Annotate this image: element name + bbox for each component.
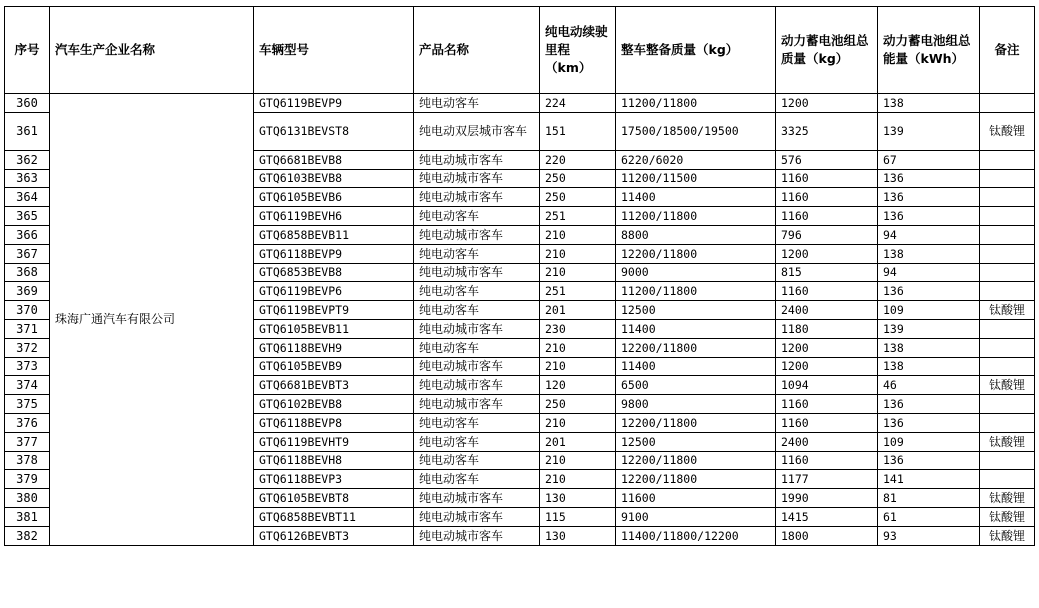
- cell-battery-energy: 136: [878, 413, 980, 432]
- cell-product: 纯电动城市客车: [414, 357, 540, 376]
- cell-mass: 17500/18500/19500: [616, 112, 776, 150]
- table-header-row: [5, 7, 1035, 94]
- cell-battery-mass: 2400: [776, 432, 878, 451]
- cell-model: GTQ6681BEVB8: [254, 150, 414, 169]
- cell-battery-energy: 141: [878, 470, 980, 489]
- cell-seq: 371: [5, 319, 50, 338]
- cell-battery-energy: 136: [878, 395, 980, 414]
- cell-mass: 6220/6020: [616, 150, 776, 169]
- cell-mass: 12500: [616, 432, 776, 451]
- cell-range: 201: [540, 301, 616, 320]
- cell-model: GTQ6102BEVB8: [254, 395, 414, 414]
- cell-battery-mass: 1200: [776, 244, 878, 263]
- cell-mass: 12200/11800: [616, 451, 776, 470]
- cell-range: 210: [540, 263, 616, 282]
- cell-note: [980, 225, 1035, 244]
- cell-company: 珠海广通汽车有限公司: [50, 94, 254, 546]
- cell-seq: 363: [5, 169, 50, 188]
- cell-range: 224: [540, 94, 616, 113]
- cell-seq: 368: [5, 263, 50, 282]
- cell-note: 钛酸锂: [980, 112, 1035, 150]
- cell-note: [980, 207, 1035, 226]
- cell-model: GTQ6103BEVB8: [254, 169, 414, 188]
- cell-note: [980, 282, 1035, 301]
- cell-seq: 362: [5, 150, 50, 169]
- cell-product: 纯电动客车: [414, 301, 540, 320]
- cell-product: 纯电动城市客车: [414, 526, 540, 545]
- cell-seq: 377: [5, 432, 50, 451]
- cell-range: 210: [540, 338, 616, 357]
- cell-seq: 375: [5, 395, 50, 414]
- cell-mass: 9800: [616, 395, 776, 414]
- cell-seq: 364: [5, 188, 50, 207]
- cell-mass: 11400: [616, 319, 776, 338]
- cell-model: GTQ6118BEVP3: [254, 470, 414, 489]
- cell-range: 210: [540, 357, 616, 376]
- cell-product: 纯电动城市客车: [414, 489, 540, 508]
- cell-note: [980, 413, 1035, 432]
- cell-seq: 360: [5, 94, 50, 113]
- cell-mass: 11400: [616, 188, 776, 207]
- cell-battery-mass: 796: [776, 225, 878, 244]
- cell-range: 210: [540, 470, 616, 489]
- cell-battery-mass: 1160: [776, 395, 878, 414]
- cell-seq: 374: [5, 376, 50, 395]
- cell-seq: 373: [5, 357, 50, 376]
- cell-mass: 11600: [616, 489, 776, 508]
- cell-model: GTQ6119BEVP9: [254, 94, 414, 113]
- cell-model: GTQ6119BEVHT9: [254, 432, 414, 451]
- cell-seq: 365: [5, 207, 50, 226]
- cell-mass: 12200/11800: [616, 244, 776, 263]
- cell-note: [980, 338, 1035, 357]
- cell-product: 纯电动客车: [414, 244, 540, 263]
- cell-mass: 11200/11800: [616, 282, 776, 301]
- cell-model: GTQ6119BEVPT9: [254, 301, 414, 320]
- cell-battery-energy: 138: [878, 94, 980, 113]
- cell-model: GTQ6119BEVP6: [254, 282, 414, 301]
- cell-seq: 366: [5, 225, 50, 244]
- cell-battery-energy: 81: [878, 489, 980, 508]
- cell-battery-mass: 1160: [776, 169, 878, 188]
- cell-range: 130: [540, 489, 616, 508]
- cell-seq: 381: [5, 507, 50, 526]
- cell-battery-energy: 136: [878, 282, 980, 301]
- header-battery-energy: 动力蓄电池组总能量（kWh）: [878, 7, 980, 94]
- cell-range: 210: [540, 413, 616, 432]
- cell-range: 250: [540, 395, 616, 414]
- cell-battery-energy: 139: [878, 112, 980, 150]
- cell-battery-energy: 139: [878, 319, 980, 338]
- cell-note: [980, 244, 1035, 263]
- cell-product: 纯电动客车: [414, 282, 540, 301]
- cell-battery-energy: 93: [878, 526, 980, 545]
- cell-range: 250: [540, 169, 616, 188]
- cell-battery-mass: 1200: [776, 357, 878, 376]
- cell-seq: 376: [5, 413, 50, 432]
- header-product: 产品名称: [414, 7, 540, 94]
- cell-battery-mass: 1160: [776, 282, 878, 301]
- cell-model: GTQ6105BEVBT8: [254, 489, 414, 508]
- cell-battery-mass: 1800: [776, 526, 878, 545]
- cell-product: 纯电动城市客车: [414, 319, 540, 338]
- table-body: [5, 94, 1035, 546]
- cell-mass: 11200/11500: [616, 169, 776, 188]
- cell-range: 251: [540, 207, 616, 226]
- header-note: 备注: [980, 7, 1035, 94]
- cell-battery-mass: 576: [776, 150, 878, 169]
- cell-mass: 12200/11800: [616, 413, 776, 432]
- cell-model: GTQ6118BEVP9: [254, 244, 414, 263]
- cell-battery-energy: 67: [878, 150, 980, 169]
- cell-seq: 372: [5, 338, 50, 357]
- cell-model: GTQ6858BEVBT11: [254, 507, 414, 526]
- cell-mass: 12200/11800: [616, 470, 776, 489]
- cell-model: GTQ6105BEVB9: [254, 357, 414, 376]
- cell-model: GTQ6105BEVB6: [254, 188, 414, 207]
- cell-battery-energy: 136: [878, 451, 980, 470]
- cell-battery-energy: 94: [878, 225, 980, 244]
- header-company: 汽车生产企业名称: [50, 7, 254, 94]
- cell-mass: 11200/11800: [616, 207, 776, 226]
- cell-battery-energy: 109: [878, 432, 980, 451]
- cell-note: 钛酸锂: [980, 526, 1035, 545]
- cell-note: [980, 188, 1035, 207]
- cell-product: 纯电动城市客车: [414, 263, 540, 282]
- cell-range: 120: [540, 376, 616, 395]
- cell-battery-mass: 815: [776, 263, 878, 282]
- cell-range: 115: [540, 507, 616, 526]
- cell-range: 220: [540, 150, 616, 169]
- cell-mass: 11400: [616, 357, 776, 376]
- cell-product: 纯电动城市客车: [414, 507, 540, 526]
- cell-battery-mass: 1200: [776, 338, 878, 357]
- cell-range: 201: [540, 432, 616, 451]
- cell-model: GTQ6858BEVB11: [254, 225, 414, 244]
- cell-product: 纯电动客车: [414, 207, 540, 226]
- cell-range: 251: [540, 282, 616, 301]
- cell-model: GTQ6119BEVH6: [254, 207, 414, 226]
- cell-range: 210: [540, 244, 616, 263]
- cell-mass: 6500: [616, 376, 776, 395]
- cell-mass: 12500: [616, 301, 776, 320]
- cell-battery-energy: 138: [878, 338, 980, 357]
- cell-model: GTQ6105BEVB11: [254, 319, 414, 338]
- cell-mass: 8800: [616, 225, 776, 244]
- cell-battery-mass: 1200: [776, 94, 878, 113]
- cell-note: 钛酸锂: [980, 489, 1035, 508]
- cell-model: GTQ6681BEVBT3: [254, 376, 414, 395]
- header-model: 车辆型号: [254, 7, 414, 94]
- cell-model: GTQ6126BEVBT3: [254, 526, 414, 545]
- cell-battery-mass: 1180: [776, 319, 878, 338]
- cell-note: [980, 169, 1035, 188]
- cell-product: 纯电动客车: [414, 432, 540, 451]
- cell-mass: 12200/11800: [616, 338, 776, 357]
- cell-range: 151: [540, 112, 616, 150]
- cell-seq: 361: [5, 112, 50, 150]
- cell-range: 210: [540, 451, 616, 470]
- cell-product: 纯电动城市客车: [414, 225, 540, 244]
- cell-battery-mass: 1160: [776, 188, 878, 207]
- cell-product: 纯电动城市客车: [414, 188, 540, 207]
- cell-range: 230: [540, 319, 616, 338]
- cell-battery-energy: 94: [878, 263, 980, 282]
- cell-battery-energy: 46: [878, 376, 980, 395]
- cell-battery-energy: 138: [878, 244, 980, 263]
- cell-seq: 380: [5, 489, 50, 508]
- cell-battery-mass: 1177: [776, 470, 878, 489]
- cell-battery-mass: 1160: [776, 413, 878, 432]
- cell-note: [980, 94, 1035, 113]
- cell-battery-mass: 1160: [776, 207, 878, 226]
- cell-product: 纯电动客车: [414, 338, 540, 357]
- cell-seq: 382: [5, 526, 50, 545]
- header-mass: 整车整备质量（kg）: [616, 7, 776, 94]
- cell-product: 纯电动双层城市客车: [414, 112, 540, 150]
- cell-model: GTQ6118BEVH8: [254, 451, 414, 470]
- cell-mass: 11400/11800/12200: [616, 526, 776, 545]
- cell-model: GTQ6118BEVP8: [254, 413, 414, 432]
- cell-product: 纯电动客车: [414, 94, 540, 113]
- header-battery-mass: 动力蓄电池组总质量（kg）: [776, 7, 878, 94]
- cell-battery-mass: 3325: [776, 112, 878, 150]
- cell-battery-mass: 1415: [776, 507, 878, 526]
- cell-battery-energy: 136: [878, 169, 980, 188]
- cell-seq: 379: [5, 470, 50, 489]
- cell-range: 210: [540, 225, 616, 244]
- cell-range: 130: [540, 526, 616, 545]
- cell-note: [980, 263, 1035, 282]
- cell-range: 250: [540, 188, 616, 207]
- cell-model: GTQ6118BEVH9: [254, 338, 414, 357]
- cell-battery-mass: 1990: [776, 489, 878, 508]
- cell-product: 纯电动客车: [414, 470, 540, 489]
- cell-note: [980, 150, 1035, 169]
- cell-note: 钛酸锂: [980, 376, 1035, 395]
- table-row: [5, 94, 1035, 113]
- cell-note: 钛酸锂: [980, 507, 1035, 526]
- cell-note: [980, 395, 1035, 414]
- cell-note: [980, 319, 1035, 338]
- header-range: 纯电动续驶里程（km）: [540, 7, 616, 94]
- cell-product: 纯电动城市客车: [414, 169, 540, 188]
- cell-battery-energy: 138: [878, 357, 980, 376]
- cell-product: 纯电动客车: [414, 451, 540, 470]
- cell-battery-mass: 1160: [776, 451, 878, 470]
- cell-mass: 11200/11800: [616, 94, 776, 113]
- cell-product: 纯电动城市客车: [414, 150, 540, 169]
- cell-product: 纯电动城市客车: [414, 395, 540, 414]
- cell-battery-mass: 2400: [776, 301, 878, 320]
- cell-model: GTQ6853BEVB8: [254, 263, 414, 282]
- cell-product: 纯电动客车: [414, 413, 540, 432]
- cell-seq: 378: [5, 451, 50, 470]
- header-seq: 序号: [5, 7, 50, 94]
- cell-seq: 369: [5, 282, 50, 301]
- cell-battery-energy: 136: [878, 188, 980, 207]
- cell-seq: 367: [5, 244, 50, 263]
- cell-product: 纯电动城市客车: [414, 376, 540, 395]
- cell-seq: 370: [5, 301, 50, 320]
- cell-battery-energy: 61: [878, 507, 980, 526]
- cell-note: [980, 451, 1035, 470]
- cell-note: 钛酸锂: [980, 432, 1035, 451]
- vehicle-catalog-table: [4, 6, 1035, 546]
- cell-battery-mass: 1094: [776, 376, 878, 395]
- cell-model: GTQ6131BEVST8: [254, 112, 414, 150]
- cell-note: [980, 357, 1035, 376]
- cell-note: [980, 470, 1035, 489]
- cell-mass: 9100: [616, 507, 776, 526]
- cell-battery-energy: 136: [878, 207, 980, 226]
- cell-battery-energy: 109: [878, 301, 980, 320]
- cell-note: 钛酸锂: [980, 301, 1035, 320]
- cell-mass: 9000: [616, 263, 776, 282]
